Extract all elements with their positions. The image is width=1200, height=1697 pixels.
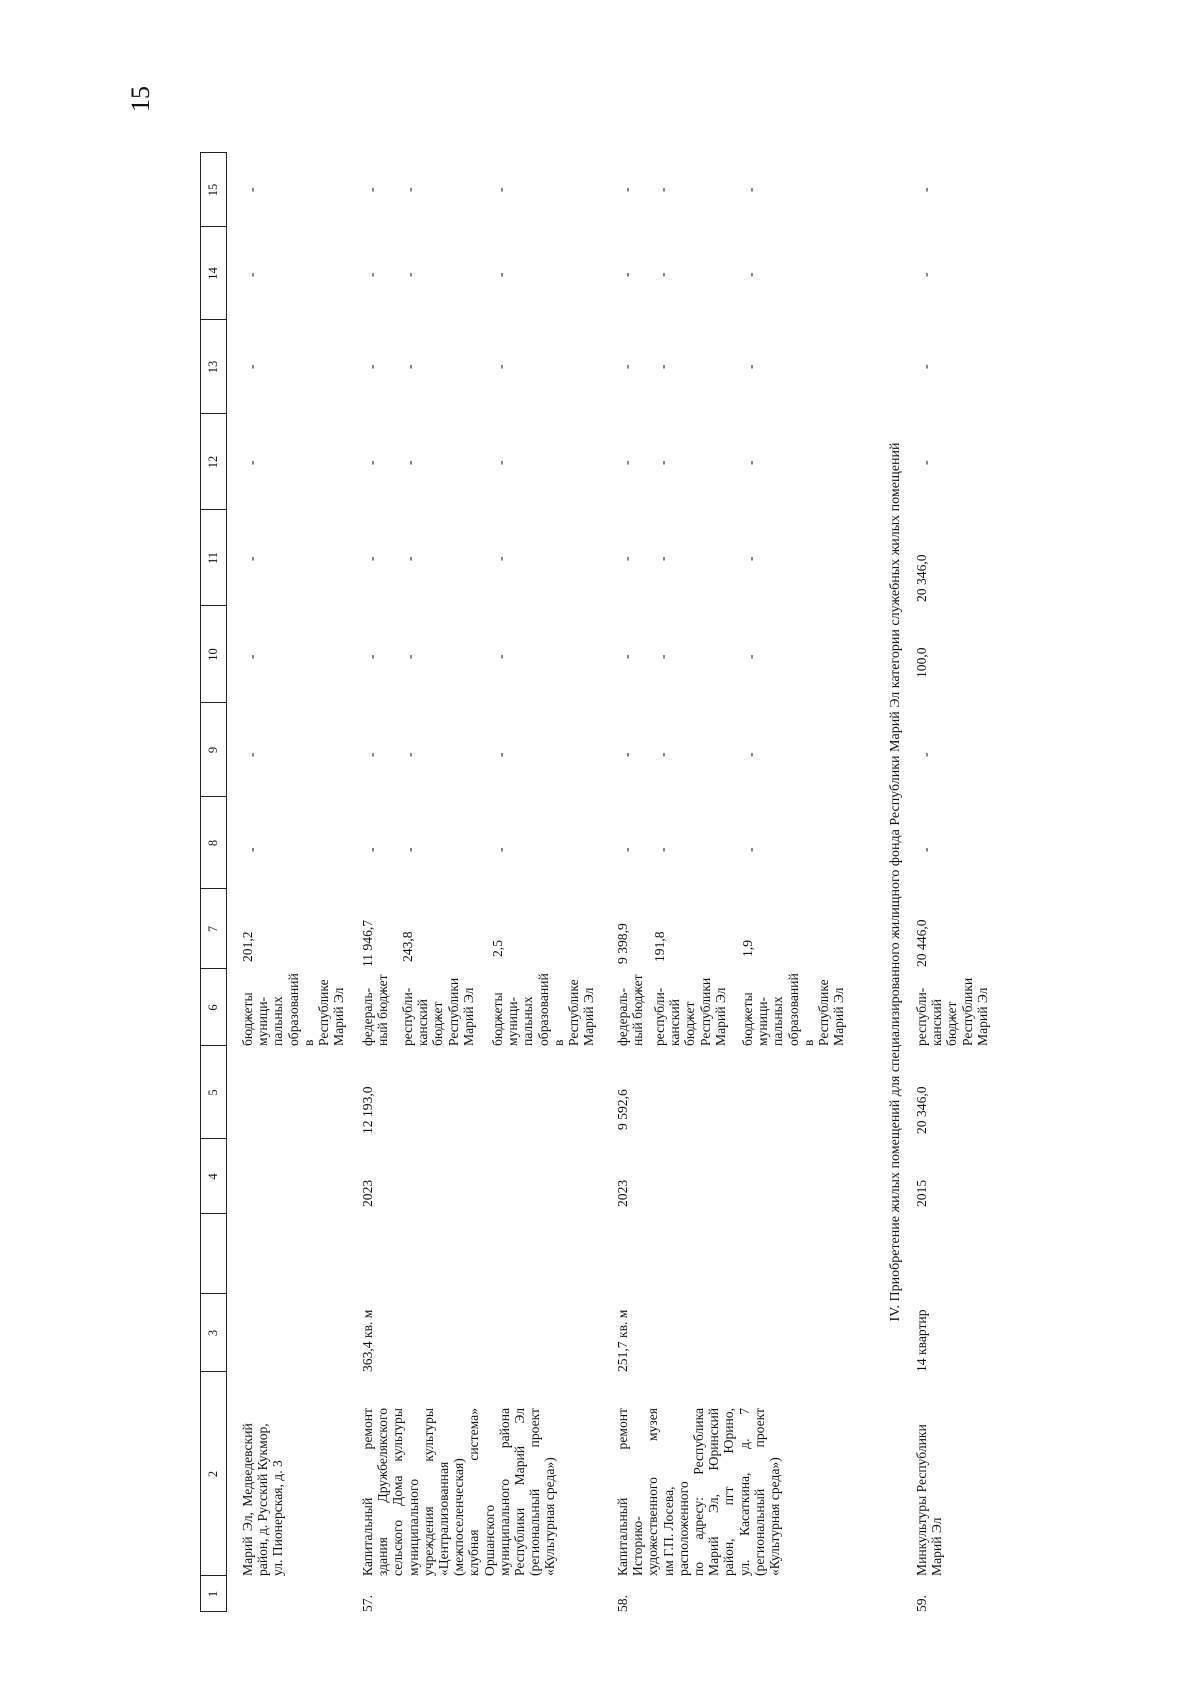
- dash: -: [493, 752, 508, 757]
- row-57-amount-federal: 11 946,7: [360, 919, 375, 967]
- dash: -: [364, 364, 379, 369]
- col-number-4: 4: [206, 1173, 220, 1180]
- header-bottom-rule: [226, 152, 227, 1612]
- col-number-15: 15: [206, 183, 220, 197]
- dash: -: [619, 187, 634, 192]
- dash: -: [244, 847, 259, 852]
- col-number-13: 13: [206, 360, 220, 374]
- dash: -: [244, 752, 259, 757]
- row-59-amount-republic: 20 446,0: [914, 919, 929, 967]
- row-57-total: 12 193,0: [360, 1086, 375, 1134]
- row-58-capacity: 251,7 кв. м: [615, 1309, 630, 1372]
- dash: -: [655, 187, 670, 192]
- row-continued-funding-source: бюджеты муници- пальных образований в Республике Марий Эл: [240, 973, 347, 1046]
- dash: -: [743, 752, 758, 757]
- row-59-year: 2015: [914, 1179, 929, 1207]
- col-number-10: 10: [206, 648, 220, 661]
- dash: -: [655, 556, 670, 561]
- dash: -: [493, 654, 508, 659]
- dash: -: [619, 364, 634, 369]
- dash: -: [619, 272, 634, 277]
- dash: -: [655, 272, 670, 277]
- dash: -: [402, 752, 417, 757]
- row-continued-address: Марий Эл, Медведевский район, д. Русский Кукмор, ул. Пионерская, д. 3: [240, 1423, 286, 1576]
- col-number-9: 9: [206, 746, 220, 754]
- dash: -: [493, 272, 508, 277]
- dash: -: [402, 556, 417, 561]
- dash: -: [364, 556, 379, 561]
- dash: -: [655, 847, 670, 852]
- dash: -: [743, 847, 758, 852]
- row-57-capacity: 363,4 кв. м: [360, 1309, 375, 1372]
- row-continued-amount: 201,2: [240, 931, 255, 962]
- dash: -: [743, 272, 758, 277]
- col-number-3: 3: [206, 1329, 220, 1337]
- row-57-source-republic: республи- канский бюджет Республики Марий Эл: [400, 977, 476, 1046]
- col-number-7: 7: [206, 925, 220, 933]
- dash: -: [364, 654, 379, 659]
- row-58-total: 9 592,6: [615, 1089, 630, 1130]
- row-57-amount-republic: 243,8: [400, 931, 415, 962]
- dash: -: [655, 752, 670, 757]
- col-number-11: 11: [206, 551, 220, 565]
- dash: -: [743, 187, 758, 192]
- dash: -: [918, 187, 933, 192]
- dash: -: [655, 364, 670, 369]
- dash: -: [655, 654, 670, 659]
- row-57-year: 2023: [360, 1179, 375, 1207]
- dash: -: [743, 556, 758, 561]
- dash: -: [655, 460, 670, 465]
- dash: -: [402, 847, 417, 852]
- dash: -: [918, 460, 933, 465]
- dash: -: [493, 460, 508, 465]
- dash: -: [619, 847, 634, 852]
- dash: -: [918, 364, 933, 369]
- rotated-table: [200, 152, 1020, 1612]
- dash: -: [244, 460, 259, 465]
- table-header-row: [200, 152, 226, 1612]
- col-number-14: 14: [206, 267, 220, 280]
- dash: -: [619, 752, 634, 757]
- row-57-source-federal: федераль- ный бюджет: [360, 974, 391, 1046]
- row-58-object-name: Капитальный ремонт Историко- художественного музея им Г.П. Лосева, расположенного по адресу: Республика Марий Эл, Юринский район, пгт Юрино, ул. Касаткина, д. 7 (региональный проект «Культурная среда»): [615, 1408, 783, 1576]
- dash: -: [402, 364, 417, 369]
- col-number-8: 8: [206, 839, 220, 847]
- dash: -: [244, 364, 259, 369]
- row-59-source-republic: республи- канский бюджет Республики Марий Эл: [914, 977, 990, 1046]
- col-number-2: 2: [206, 1470, 220, 1478]
- col-number-6: 6: [206, 1004, 220, 1011]
- dash: -: [619, 556, 634, 561]
- row-58-source-republic: республи- канский бюджет Республики Марий Эл: [652, 977, 728, 1046]
- dash: -: [364, 187, 379, 192]
- row-57-number: 57.: [360, 1595, 375, 1612]
- row-58-source-municipal: бюджеты муници- пальных образований в Республике Марий Эл: [740, 973, 847, 1046]
- dash: -: [402, 272, 417, 277]
- dash: -: [364, 752, 379, 757]
- dash: -: [743, 460, 758, 465]
- row-59-number: 59.: [914, 1595, 929, 1612]
- dash: -: [493, 364, 508, 369]
- dash: -: [244, 187, 259, 192]
- row-59-col10-value: 100,0: [914, 647, 929, 678]
- dash: -: [244, 654, 259, 659]
- row-58-amount-municipal: 1,9: [740, 940, 755, 957]
- dash: -: [244, 556, 259, 561]
- row-57-source-municipal: бюджеты муници- пальных образований в Республике Марий Эл: [490, 973, 597, 1046]
- dash: -: [743, 654, 758, 659]
- row-58-source-federal: федераль- ный бюджет: [615, 974, 646, 1046]
- col-number-1: 1: [206, 1590, 220, 1598]
- dash: -: [364, 460, 379, 465]
- dash: -: [364, 272, 379, 277]
- row-59-object-name: Минкультуры Республики Марий Эл: [914, 1424, 945, 1576]
- dash: -: [364, 847, 379, 852]
- dash: -: [402, 187, 417, 192]
- dash: -: [244, 272, 259, 277]
- dash: -: [402, 654, 417, 659]
- dash: -: [619, 654, 634, 659]
- dash: -: [918, 752, 933, 757]
- row-58-number: 58.: [615, 1595, 630, 1612]
- dash: -: [493, 847, 508, 852]
- dash: -: [918, 847, 933, 852]
- section-heading: IV. Приобретение жилых помещений для специализированного жилищного фонда Республики Марий Эл категории служебных жилых помещений: [888, 442, 903, 1322]
- dash: -: [918, 272, 933, 277]
- dash: -: [402, 460, 417, 465]
- page-number: 15: [126, 86, 155, 112]
- row-59-capacity: 14 квартир: [914, 1309, 929, 1372]
- row-57-object-name: Капитальный ремонт здания Дружбелякского сельского Дома культуры муниципального учреждения культуры «Централизованная (межпоселенческая) клубная система» Оршанского муниципального района Республики Марий Эл (региональный проект «Культурная среда»): [360, 1408, 558, 1576]
- dash: -: [743, 364, 758, 369]
- row-57-amount-municipal: 2,5: [490, 940, 505, 957]
- row-59-total: 20 346,0: [914, 1086, 929, 1134]
- row-58-year: 2023: [615, 1179, 630, 1207]
- row-59-col11-value: 20 346,0: [914, 554, 929, 602]
- dash: -: [493, 187, 508, 192]
- row-58-amount-republic: 191,8: [652, 931, 667, 962]
- col-number-12: 12: [206, 455, 220, 469]
- col-number-5: 5: [206, 1089, 220, 1096]
- row-58-amount-federal: 9 398,9: [615, 923, 630, 964]
- dash: -: [493, 556, 508, 561]
- dash: -: [619, 460, 634, 465]
